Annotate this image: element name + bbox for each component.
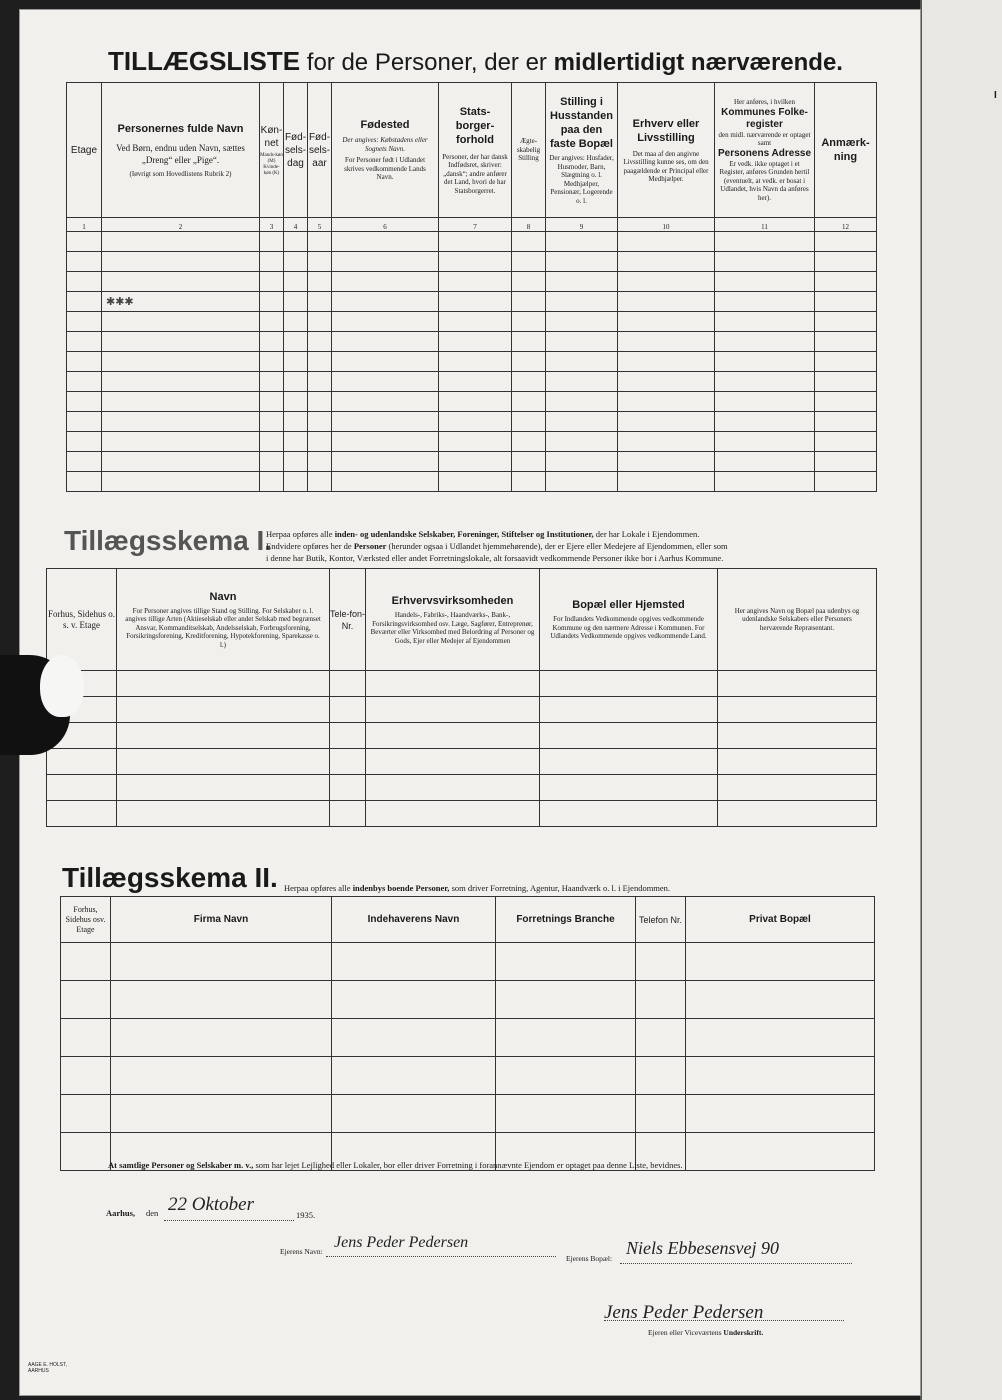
table-row[interactable] [61, 943, 875, 981]
col-stilling: Stilling i Husstanden paa den faste Bopæl Der angives: Husfader, Husmoder, Barn, Slægtning o. l. Medhjælper, Pensionær, Logerende o. l. [546, 83, 618, 218]
skema2-table [60, 896, 875, 1171]
form-page [20, 10, 920, 1395]
table-row[interactable] [61, 1095, 875, 1133]
skema1-col-telefon: Tele-fon-Nr. [330, 569, 366, 671]
table-row[interactable] [67, 292, 877, 312]
col-folkeregister: Her anføres, i hvilken Kommunes Folke-register den midl. nærværende er optaget samt Personens Adresse Er vedk. ikke optaget i et Register, anføres Grunden hertil (eventuelt, at vedk. er bosat i Udlandet, hvis Navn da anføres her). [715, 83, 815, 218]
col-anmaerkning: Anmærk-ning [815, 83, 877, 218]
skema1-col-erhverv: Erhvervsvirksomheden Handels-, Fabriks-, Haandværks-, Bank-, Forsikringsvirksomhed osv. Læge, Sagfører, Entreprenør, Beværter eller Virksomhed med Belordring af Personer og Gods, Ejer eller Medejer af Ejendommen [366, 569, 540, 671]
skema2-col-branche: Forretnings Branche [496, 897, 636, 943]
signature-label: Ejeren eller Viceværtens Underskrift. [648, 1328, 764, 1337]
table-row[interactable] [61, 1057, 875, 1095]
title-end: midlertidigt nærværende. [553, 49, 843, 76]
table-row[interactable] [67, 312, 877, 332]
table-row[interactable] [47, 697, 877, 723]
skema1-title: Tillægsskema I. [64, 525, 273, 556]
thumbnail [40, 655, 84, 717]
smudge-mark: ✱✱✱ [102, 292, 260, 312]
owner-address-label: Ejerens Bopæl: [566, 1254, 613, 1263]
date-handwritten[interactable]: 22 Oktober [168, 1194, 255, 1215]
table-row[interactable] [47, 749, 877, 775]
table-row[interactable] [67, 372, 877, 392]
col-foedselsaar: Fød-sels-aar [308, 83, 332, 218]
next-page-letter: I [994, 90, 997, 101]
skema2-col-firma: Firma Navn [111, 897, 332, 943]
col-foedselsdag: Fød-sels-dag [284, 83, 308, 218]
col-aegteskab: Ægte-skabelig Stilling [512, 83, 546, 218]
table-row[interactable] [67, 392, 877, 412]
table-row[interactable] [67, 272, 877, 292]
skema1-col-repraesentant: Her angives Navn og Bopæl paa udenbys og udenlandske Selskabers eller Personers herværende Repræsentant. [718, 569, 877, 671]
skema2-intro: Herpaa opføres alle indenbys boende Personer, som driver Forretning, Agentur, Haandværk o. l. i Ejendommen. [284, 883, 671, 893]
place-label: Aarhus, [106, 1208, 136, 1218]
skema1-table [46, 568, 877, 827]
year-label: 1935. [296, 1210, 316, 1220]
tillaegsliste-table [66, 82, 877, 492]
skema2-col-bopael: Privat Bopæl [686, 897, 875, 943]
title-middle: for de Personer, der er [306, 49, 547, 76]
table-row[interactable] [67, 452, 877, 472]
skema1-col-bopael: Bopæl eller Hjemsted For Indlandets Vedkommende opgives vedkommende Kommune og den nærmere Adresse i Kommunen. For Udlandets Vedkommende opgives vedkommende Land. [540, 569, 718, 671]
printer-imprint: AAGE E. HOLST, AARHUS [28, 1362, 67, 1374]
owner-name-handwritten[interactable]: Jens Peder Pedersen [334, 1234, 469, 1251]
col-koen: Køn-net Mands-køn (M) Kvinde-køn (K) [260, 83, 284, 218]
table-row[interactable] [67, 472, 877, 492]
skema1-col-etage: Forhus, Sidehus o. s. v. Etage [47, 569, 117, 671]
signature-line [604, 1312, 844, 1321]
col-etage: Etage [67, 83, 102, 218]
table-row[interactable] [47, 723, 877, 749]
table-row[interactable] [67, 352, 877, 372]
owner-name-label: Ejerens Navn: [280, 1247, 323, 1256]
skema2-col-telefon: Telefon Nr. [636, 897, 686, 943]
table-row[interactable] [67, 432, 877, 452]
table-row[interactable] [47, 775, 877, 801]
column-numbers-row: 1 2 3 4 5 6 7 8 9 10 11 12 [67, 218, 877, 232]
attestation-text: At samtlige Personer og Selskaber m. v., som har lejet Lejlighed eller Lokaler, bor eller driver Forretning i forannævnte Ejendom er optaget paa denne Liste, bevidnes. [108, 1160, 683, 1170]
next-page-edge [920, 0, 1002, 1400]
table-row[interactable] [67, 412, 877, 432]
table-row[interactable] [67, 332, 877, 352]
table-row[interactable] [67, 232, 877, 252]
table-row[interactable] [61, 1019, 875, 1057]
skema1-intro: Herpaa opføres alle inden- og udenlandske Selskaber, Foreninger, Stiftelser og Institutioner, der har Lokale i Ejendommen. Endvidere opføres her de Personer (herunder ogsaa i Udlandet hjemmehørende), der er Ejere eller Medejere af Ejendommen, eller som i denne har Butik, Kontor, Værksted eller andet Forretningslokale, alt forsaavidt vedkommende Personer ikke bor i Aarhus Kommune. [266, 529, 728, 563]
skema2-col-indehaver: Indehaverens Navn [332, 897, 496, 943]
signature-handwritten[interactable]: Jens Peder Pedersen [604, 1302, 764, 1323]
skema2-col-etage: Forhus, Sidehus osv. Etage [61, 897, 111, 943]
table-row[interactable] [67, 252, 877, 272]
skema1-col-navn: Navn For Personer angives tillige Stand og Stilling. For Selskaber o. l. angives tillige Arten (Aktieselskab eller andet Selskab med begrænset Ansvar, Kommanditselskab, Andelsselskab, Forbrugsforening, Forsikringsforening, Kreditforening, Hypotekforening, Sparekasse o. l.) [117, 569, 330, 671]
page-title [108, 46, 843, 77]
col-foedested: Fødested Der angives: Købstadens eller Sognets Navn. For Personer født i Udlandet skrives vedkommende Lands Navn. [332, 83, 439, 218]
table-row[interactable] [47, 801, 877, 827]
col-navn: Personernes fulde Navn Ved Børn, endnu uden Navn, sættes „Dreng“ eller „Pige“. (Iøvrigt som Hovedlistens Rubrik 2) [102, 83, 260, 218]
table-row[interactable] [47, 671, 877, 697]
den-label: den [146, 1208, 159, 1218]
col-erhverv: Erhverv eller Livsstilling Det maa af den angivne Livsstilling kunne ses, om den paagældende er Principal eller Medhjælper. [618, 83, 715, 218]
owner-address-handwritten[interactable]: Niels Ebbesensvej 90 [626, 1238, 779, 1258]
table-row[interactable] [61, 981, 875, 1019]
col-statsborger: Stats-borger-forhold Personer, der har dansk Indfødsret, skriver: „dansk“; andre anfører det Land, hvori de har Statsborgerret. [439, 83, 512, 218]
skema2-title: Tillægsskema II. [62, 862, 278, 893]
title-main: TILLÆGSLISTE [108, 46, 301, 76]
